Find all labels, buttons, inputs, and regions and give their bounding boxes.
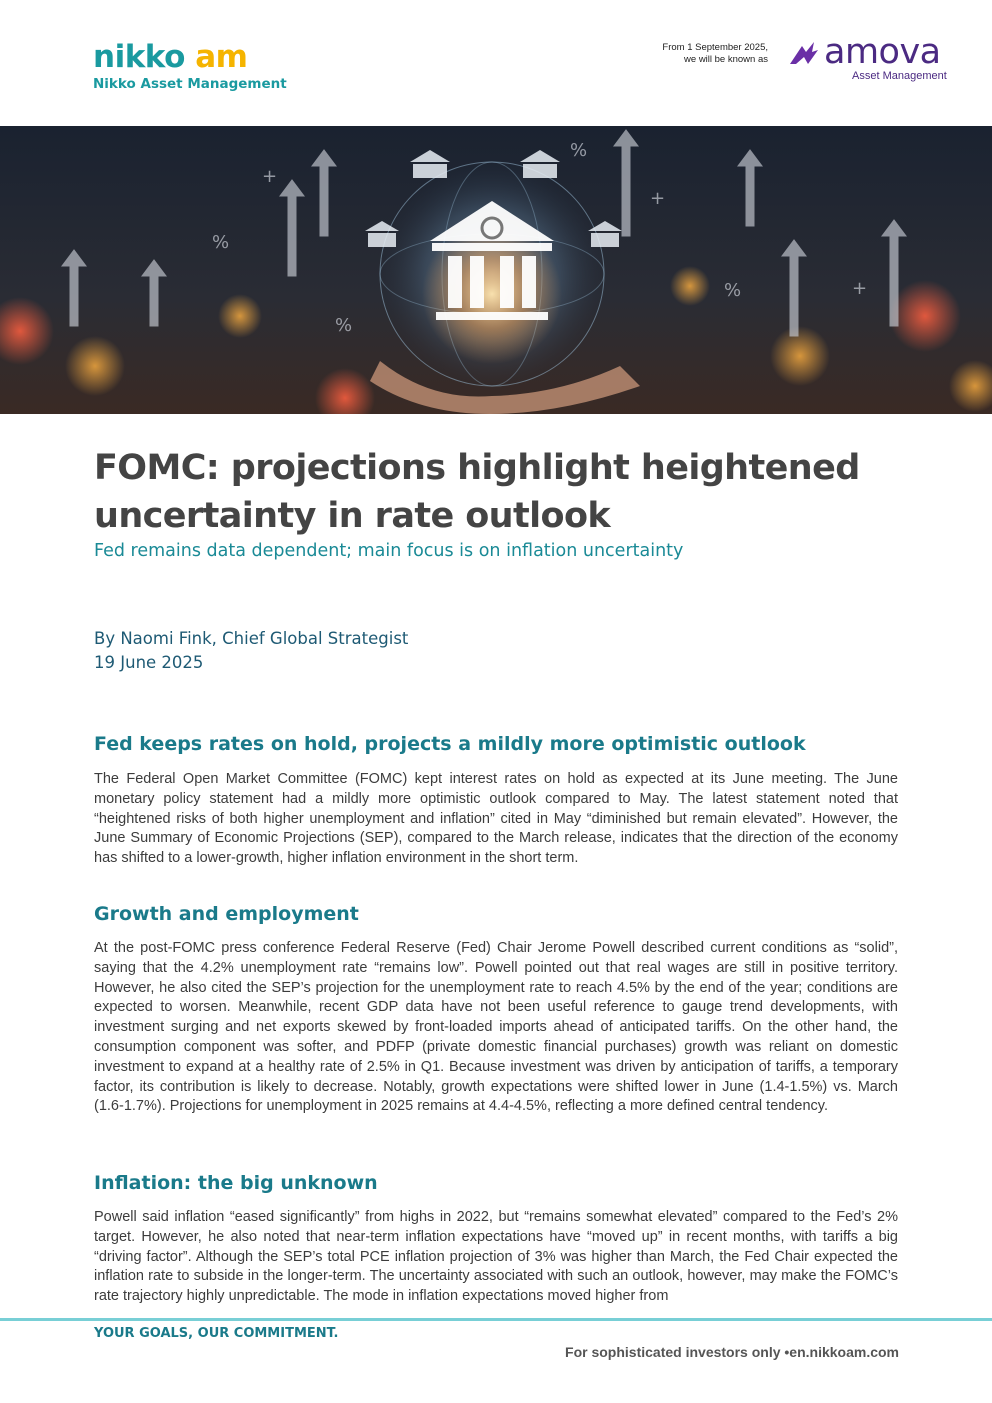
- amova-wordmark: amova: [824, 32, 941, 72]
- footer-divider: [0, 1318, 992, 1321]
- rebrand-notice: [600, 42, 768, 66]
- svg-text:%: %: [570, 140, 588, 161]
- hero-image: [0, 126, 992, 414]
- article-subtitle: Fed remains data dependent; main focus is on inflation uncertainty: [94, 541, 684, 561]
- section-body: The Federal Open Market Committee (FOMC) kept interest rates on hold as expected at its June meeting. The June monetary policy statement had a mildly more optimistic outlook compared to May. The latest statement noted that “heightened risks of both higher unemployment and inflation” cited in May “diminished but remain elevated”. However, the June Summary of Economic Projections (SEP), compared to the March release, indicates that the direction of the economy has shifted to a lower-growth, higher inflation environment in the short term.: [94, 771, 898, 867]
- section-body: At the post-FOMC press conference Federal Reserve (Fed) Chair Jerome Powell described current conditions as “solid”, saying that the 4.2% unemployment rate “remains low”. Powell pointed out that real wages are still in positive territory. However, he also cited the SEP’s projection for the unemployment rate to reach 4.5% by the end of the year; conditions are expected to worsen. Meanwhile, recent GDP data have not been useful reference to gauge trend developments, with investment surging and net exports skewed by front-loaded imports ahead of anticipated tariffs. On the other hand, the consumption component was softer, and PDFP (private domestic financial purchases) growth was reliant on domestic investment to expand at a healthy rate of 2.5% in Q1. Because investment was driven by anticipation of tariffs, a temporary factor, its contribution is likely to decrease. Notably, growth expectations were shifted lower in June (1.4-1.5%) vs. March (1.6-1.7%). Projections for unemployment in 2025 remains at 4.4-4.5%, reflecting a more defined central tendency.: [94, 940, 898, 1115]
- notice-line-2: we will be known as: [684, 54, 768, 65]
- byline: [94, 627, 408, 675]
- section-heading: Inflation: the big unknown: [94, 1172, 378, 1194]
- amova-arrow-icon: [788, 40, 820, 66]
- section-body: Powell said inflation “eased significantly” from highs in 2022, but “remains somewhat elevated” compared to the Fed’s 2% target. However, he also noted that near-term inflation expectations have “moved up” in recent months, with tariffs a big “driving factor”. Although the SEP’s total PCE inflation projection of 3% was higher than March, the Fed Chair expected the inflation rate to subside in the longer-term. The uncertainty associated with such an outlook, however, may make the FOMC’s rate trajectory highly unpredictable. The mode in inflation expectations moved higher from: [94, 1209, 898, 1305]
- svg-text:%: %: [335, 315, 353, 336]
- svg-text:+: +: [650, 188, 666, 209]
- footer-note: For sophisticated investors only •en.nikkoam.com: [565, 1344, 899, 1360]
- logo-am-text: am: [195, 39, 248, 75]
- publish-date: 19 June 2025: [94, 653, 204, 672]
- svg-text:%: %: [724, 280, 742, 301]
- amova-tagline: Asset Management: [852, 70, 947, 82]
- article-title: FOMC: projections highlight heightened uncertainty in rate outlook: [94, 448, 860, 536]
- section-heading: Growth and employment: [94, 903, 359, 925]
- footer-slogan: YOUR GOALS, OUR COMMITMENT.: [94, 1326, 339, 1341]
- svg-text:%: %: [212, 232, 230, 253]
- page-header: [0, 0, 992, 126]
- author: By Naomi Fink, Chief Global Strategist: [94, 629, 409, 648]
- svg-text:+: +: [262, 166, 278, 187]
- section-heading: Fed keeps rates on hold, projects a mildly more optimistic outlook: [94, 733, 806, 755]
- notice-line-1: From 1 September 2025,: [662, 42, 768, 53]
- svg-text:+: +: [852, 278, 868, 299]
- logo-nikko-text: nikko: [93, 39, 185, 75]
- logo-subtitle: Nikko Asset Management: [93, 76, 287, 92]
- nikko-am-logo: [93, 40, 287, 92]
